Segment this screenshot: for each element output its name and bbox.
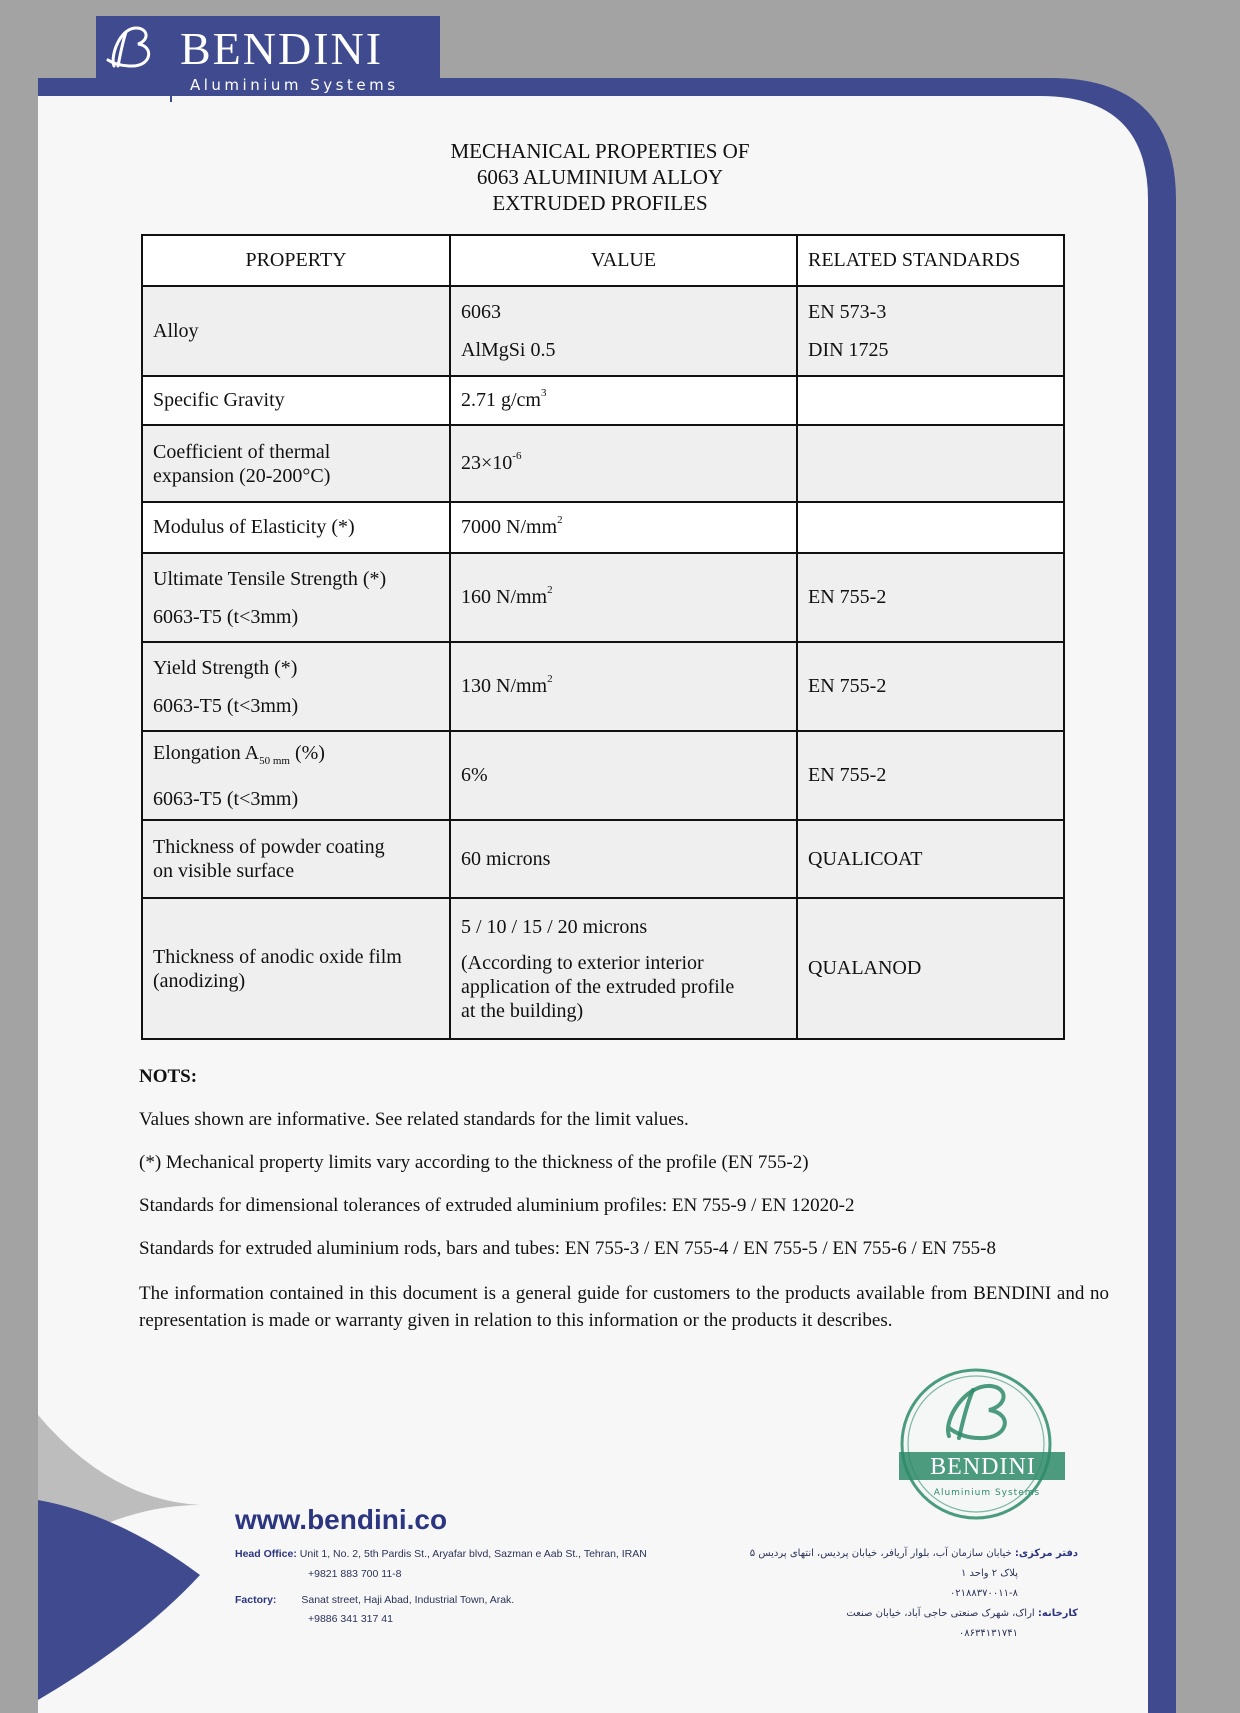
table-row-tensile-strength [142, 553, 1064, 642]
property-text [153, 741, 439, 773]
stamp-subtitle: Aluminium Systems [933, 1488, 1041, 1498]
standard-text: EN 573-3 [808, 301, 887, 323]
standards-cell [797, 553, 1064, 642]
value-text: 130 N/mm [461, 675, 548, 697]
property-text: 6063-T5 (t<3mm) [153, 787, 299, 810]
property-text: Specific Gravity [153, 389, 285, 411]
standard-text: QUALANOD [808, 957, 922, 979]
head-office-phone: +9821 883 700 11-8 [308, 1568, 402, 1580]
standard-text: EN 755-2 [808, 675, 887, 697]
factory-line [235, 1594, 514, 1606]
value-cell [450, 820, 797, 898]
value-cell [450, 642, 797, 731]
value-text: 160 N/mm [461, 586, 548, 608]
value-text: 7000 N/mm [461, 516, 558, 538]
value-superscript: 2 [557, 514, 563, 526]
property-cell [142, 642, 450, 731]
standard-text: DIN 1725 [808, 339, 889, 361]
elongation-unit: (%) [289, 741, 325, 764]
factory-phone: +9886 341 317 41 [308, 1613, 393, 1625]
value-text: 23×10 [461, 452, 513, 474]
elongation-subscript: 50 mm [259, 754, 290, 767]
fa-head-office-address: خیابان سازمان آب، بلوار آریافر، خیابان پردیس، انتهای پردیس ۵ [749, 1548, 1012, 1559]
notes-section [139, 1065, 1109, 1353]
standards-cell [797, 898, 1064, 1039]
property-text: Coefficient of thermal [153, 440, 331, 463]
title-line-1: MECHANICAL PROPERTIES OF [450, 139, 750, 163]
document-title [380, 138, 820, 216]
logo-wordmark: BENDINI [180, 23, 384, 74]
fa-head-office-line [750, 1548, 1078, 1559]
property-cell [142, 376, 450, 425]
company-stamp [887, 1364, 1065, 1522]
value-text: 5 / 10 / 15 / 20 microns [461, 915, 648, 938]
table-row-alloy [142, 286, 1064, 376]
standards-cell [797, 425, 1064, 502]
table-row-specific-gravity [142, 376, 1064, 425]
fa-head-office-label: دفتر مرکزی: [1014, 1548, 1078, 1559]
property-text: 6063-T5 (t<3mm) [153, 694, 299, 717]
logo-monogram-icon [96, 16, 168, 80]
property-text: Modulus of Elasticity (*) [153, 516, 355, 538]
value-superscript: 3 [541, 387, 547, 399]
value-text: AlMgSi 0.5 [461, 339, 556, 361]
table-row-elongation [142, 731, 1064, 820]
value-text: 60 microns [461, 847, 551, 870]
title-line-2: 6063 ALUMINIUM ALLOY [476, 165, 724, 189]
property-cell [142, 553, 450, 642]
fa-head-office-phone: ۰۲۱۸۸۳۷۰۰۱۱-۸ [949, 1588, 1018, 1599]
factory-label: Factory: [235, 1594, 277, 1606]
factory-address: Sanat street, Haji Abad, Industrial Town, Arak. [301, 1594, 515, 1606]
value-superscript: 2 [547, 673, 553, 685]
table-row-thermal-expansion [142, 425, 1064, 502]
standards-cell [797, 376, 1064, 425]
value-text: application of the extruded profile [461, 975, 735, 998]
logo-divider [170, 22, 172, 102]
standards-cell [797, 731, 1064, 820]
fa-factory-line [846, 1608, 1078, 1619]
table-row-yield-strength [142, 642, 1064, 731]
head-office-address: Unit 1, No. 2, 5th Pardis St., Aryafar blvd, Sazman e Aab St., Tehran, IRAN [299, 1548, 647, 1560]
property-cell [142, 286, 450, 376]
standards-cell [797, 642, 1064, 731]
value-cell [450, 553, 797, 642]
fa-factory-phone: ۰۸۶۳۴۱۳۱۷۴۱ [958, 1628, 1018, 1639]
value-cell [450, 502, 797, 553]
table-row-powder-coating [142, 820, 1064, 898]
value-cell [450, 425, 797, 502]
property-text: Yield Strength (*) [153, 656, 298, 679]
table-row-anodic-film [142, 898, 1064, 1039]
property-text: (anodizing) [153, 969, 246, 992]
standards-cell [797, 502, 1064, 553]
standards-cell [797, 820, 1064, 898]
property-text: Ultimate Tensile Strength (*) [153, 567, 387, 590]
property-text: 6063-T5 (t<3mm) [153, 605, 299, 628]
table-header-row [142, 235, 1064, 286]
value-superscript: 2 [547, 584, 553, 596]
value-text: (According to exterior interior [461, 951, 704, 974]
website-url[interactable]: www.bendini.co [235, 1504, 448, 1535]
property-text: Thickness of powder coating [153, 836, 385, 858]
value-cell [450, 286, 797, 376]
property-text: expansion (20-200°C) [153, 464, 331, 487]
property-cell [142, 731, 450, 820]
value-text: 6063 [461, 301, 501, 323]
column-header-property: PROPERTY [142, 235, 450, 286]
property-cell [142, 425, 450, 502]
head-office-line [235, 1548, 647, 1560]
value-text: 6% [461, 764, 488, 786]
property-cell [142, 502, 450, 553]
property-text: Thickness of anodic oxide film [153, 945, 402, 968]
standards-cell [797, 286, 1064, 376]
column-header-standards: RELATED STANDARDS [797, 235, 1064, 286]
fa-factory-label: کارخانه: [1037, 1608, 1078, 1619]
property-cell [142, 898, 450, 1039]
table-row-modulus [142, 502, 1064, 553]
elongation-label: Elongation A [153, 741, 260, 764]
fa-head-office-unit: پلاک ۲ واحد ۱ [960, 1568, 1018, 1579]
standard-text: EN 755-2 [808, 764, 887, 786]
property-text: on visible surface [153, 860, 295, 882]
stamp-name: BENDINI [930, 1454, 1036, 1480]
value-text: 2.71 g/cm [461, 389, 541, 411]
standard-text: QUALICOAT [808, 847, 923, 870]
column-header-value: VALUE [450, 235, 797, 286]
note-line: Standards for extruded aluminium rods, bars and tubes: EN 755-3 / EN 755-4 / EN 755-5 / EN 755-6 / EN 755-8 [139, 1238, 996, 1259]
properties-table [141, 234, 1065, 1040]
value-cell [450, 731, 797, 820]
head-office-label: Head Office: [235, 1548, 297, 1560]
value-cell [450, 898, 797, 1039]
note-line: Values shown are informative. See related standards for the limit values. [139, 1109, 689, 1130]
note-line: (*) Mechanical property limits vary according to the thickness of the profile (EN 755-2) [139, 1152, 809, 1173]
standard-text: EN 755-2 [808, 586, 887, 608]
title-line-3: EXTRUDED PROFILES [492, 191, 708, 215]
property-cell [142, 820, 450, 898]
note-line: Standards for dimensional tolerances of extruded aluminium profiles: EN 755-9 / EN 12020-2 [139, 1195, 855, 1216]
value-superscript: -6 [512, 450, 522, 462]
value-text: at the building) [461, 999, 584, 1022]
property-text: Alloy [153, 320, 199, 342]
disclaimer-text: The information contained in this document is a general guide for customers to the products available from BENDINI and no representation is made or warranty given in relation to this information or the products it describes. [139, 1283, 1109, 1331]
value-cell [450, 376, 797, 425]
bendini-logo [96, 16, 440, 94]
logo-subtitle: Aluminium Systems [186, 76, 403, 94]
notes-heading: NOTS: [139, 1066, 198, 1087]
fa-factory-address: اراک، شهرک صنعتی حاجی آباد، خیابان صنعت [846, 1608, 1035, 1619]
